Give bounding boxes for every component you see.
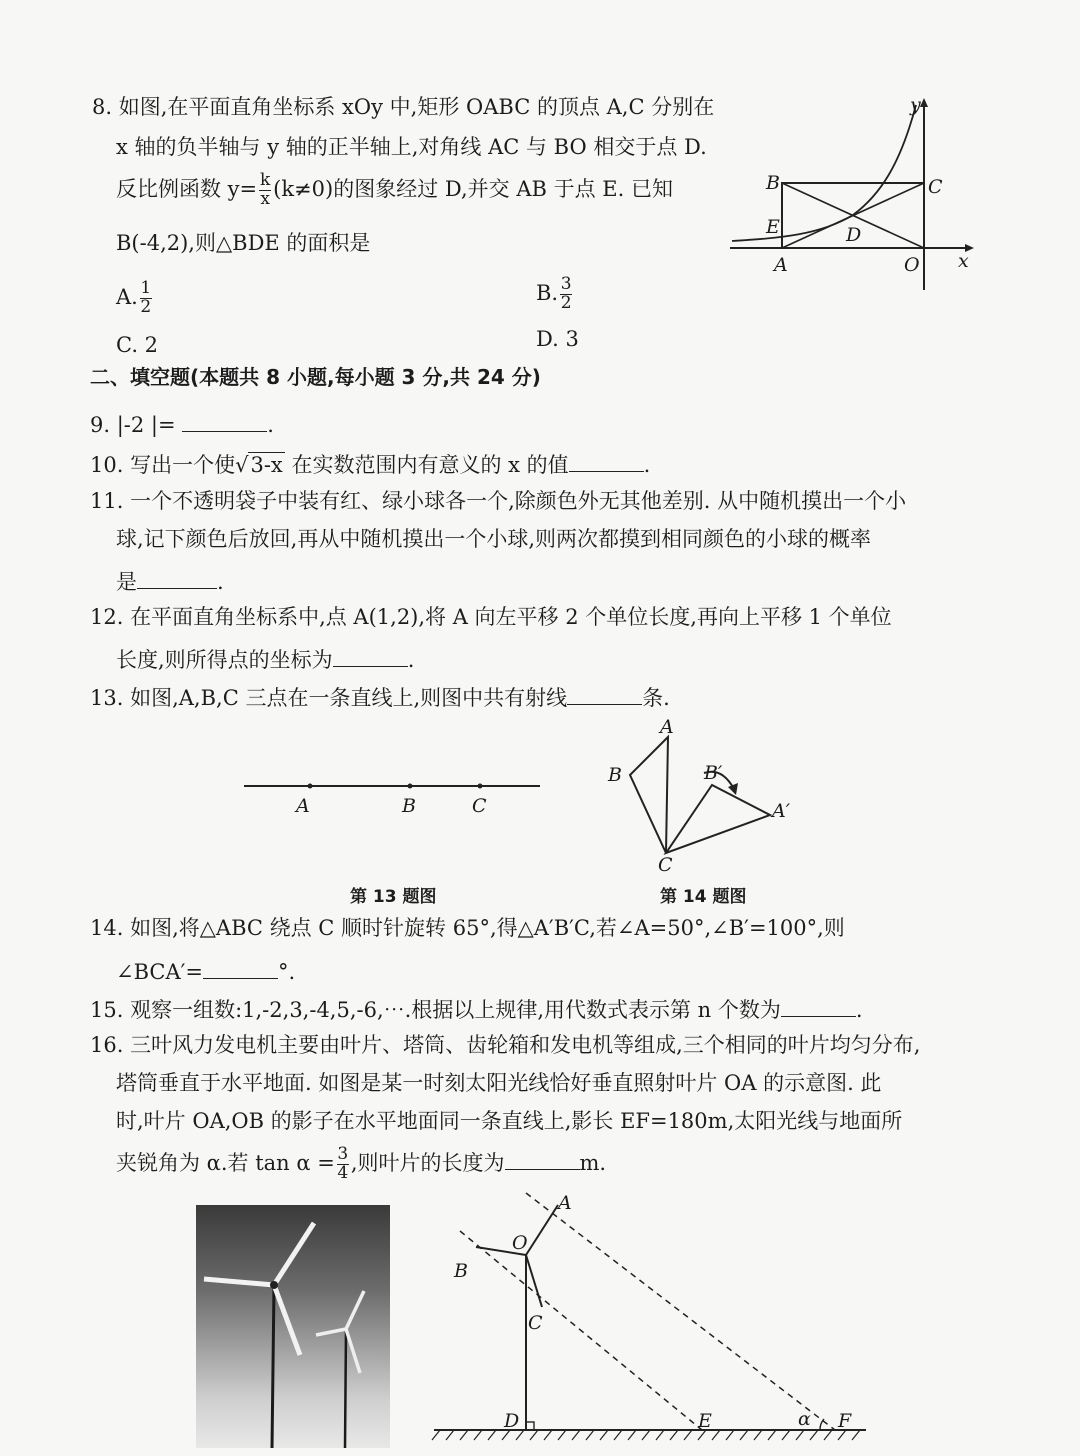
- q12-line-1: 12. 在平面直角坐标系中,点 A(1,2),将 A 向左平移 2 个单位长度,再向上平移 1 个单位: [90, 605, 892, 629]
- q16-label-e: E: [698, 1410, 712, 1432]
- q8-option-b-den: 2: [560, 292, 572, 313]
- angle-alpha-arc: [820, 1419, 824, 1430]
- q9-period: .: [267, 413, 274, 437]
- q8-option-a-num: 1: [140, 278, 152, 298]
- q8-line-3-post: (k≠0)的图象经过 D,并交 AB 于点 E. 已知: [273, 176, 673, 201]
- q16-label-c: C: [528, 1312, 543, 1334]
- q16-frac-den: 4: [337, 1162, 349, 1183]
- ground-hatching: [432, 1430, 860, 1440]
- q9: [90, 410, 274, 437]
- q13-caption: 第 13 题图: [350, 887, 437, 907]
- q12-line-2: [116, 645, 414, 672]
- q16-line-1: 16. 三叶风力发电机主要由叶片、塔筒、齿轮箱和发电机等组成,三个相同的叶片均匀分布,: [90, 1033, 921, 1057]
- blade-oa: [526, 1205, 558, 1255]
- q14-line-2-pre: ∠BCA′=: [116, 960, 204, 984]
- q8-line-1: 8. 如图,在平面直角坐标系 xOy 中,矩形 OABC 的顶点 A,C 分别在: [92, 95, 715, 119]
- q13-answer-blank[interactable]: [567, 683, 642, 705]
- hyperbola-curve: [732, 105, 916, 241]
- q8-fraction: [259, 172, 271, 209]
- q8-option-a-frac: [140, 280, 152, 317]
- q8-label-e: E: [766, 216, 780, 238]
- q8-label-b: B: [766, 172, 780, 194]
- q10: [90, 450, 650, 477]
- q8-option-a: [116, 280, 154, 317]
- q16-line-4-post: ,则叶片的长度为: [350, 1150, 505, 1175]
- q8-line-4: B(-4,2),则△BDE 的面积是: [116, 231, 371, 255]
- blade-oc: [526, 1255, 542, 1307]
- q15: [90, 995, 863, 1022]
- q13-text: 13. 如图,A,B,C 三点在一条直线上,则图中共有射线: [90, 686, 568, 710]
- sun-ray-through-b: [460, 1231, 702, 1430]
- point-c: [478, 784, 483, 789]
- q8-option-a-den: 2: [140, 296, 152, 317]
- q14-degree: °.: [278, 960, 296, 984]
- q15-answer-blank[interactable]: [781, 995, 856, 1017]
- q8-option-b: [536, 276, 574, 313]
- q8-label-d: D: [846, 224, 862, 246]
- q11-period: .: [217, 570, 224, 594]
- section-2-header: 二、填空题(本题共 8 小题,每小题 3 分,共 24 分): [90, 365, 541, 389]
- q8-option-b-label: B.: [536, 280, 559, 305]
- q12-line-2-pre: 长度,则所得点的坐标为: [116, 648, 333, 672]
- point-a: [308, 784, 313, 789]
- q16-line-4-pre: 夹锐角为 α.若 tan α =: [116, 1150, 335, 1175]
- q16-line-4: [116, 1146, 606, 1183]
- q14-label-a-prime: A′: [772, 800, 791, 822]
- q16-label-f: F: [838, 1410, 852, 1432]
- q14-answer-blank[interactable]: [203, 957, 278, 979]
- q16-unit: m.: [579, 1150, 607, 1175]
- q8-label-x: x: [958, 250, 969, 272]
- sun-ray-through-a: [526, 1193, 835, 1430]
- q13-text-post: 条.: [642, 686, 670, 710]
- q13: [90, 683, 670, 710]
- y-axis-arrow-icon: [920, 98, 928, 107]
- q8-option-c: C. 2: [116, 333, 159, 357]
- q16-fraction: [337, 1146, 349, 1183]
- q10-answer-blank[interactable]: [569, 450, 644, 472]
- q14-line-2: [116, 957, 295, 984]
- q9-answer-blank[interactable]: [182, 410, 267, 432]
- q14-label-a: A: [660, 716, 674, 738]
- point-b: [408, 784, 413, 789]
- q14-label-c: C: [658, 854, 673, 876]
- q15-period: .: [855, 998, 863, 1022]
- triangle-abc: [630, 737, 668, 853]
- q8-label-a: A: [774, 254, 788, 276]
- q11-line-3: [116, 567, 224, 594]
- q11-line-1: 11. 一个不透明袋子中装有红、绿小球各一个,除颜色外无其他差别. 从中随机摸出一个小: [90, 489, 907, 513]
- q11-line-2: 球,记下颜色后放回,再从中随机摸出一个小球,则两次都摸到相同颜色的小球的概率: [116, 527, 872, 551]
- q16-label-a: A: [558, 1192, 572, 1214]
- q14-figure: [600, 715, 820, 880]
- q8-line-3-pre: 反比例函数 y=: [116, 176, 258, 201]
- q14-label-b-prime: B′: [704, 762, 723, 784]
- q16-line-3: 时,叶片 OA,OB 的影子在水平地面同一条直线上,影长 EF=180m,太阳光线与地面所: [116, 1109, 903, 1133]
- q8-option-a-label: A.: [116, 284, 138, 309]
- q14-line-1: 14. 如图,将△ABC 绕点 C 顺时针旋转 65°,得△A′B′C,若∠A=50°,∠B′=100°,则: [90, 916, 845, 940]
- triangle-a2b2c: [666, 785, 770, 853]
- q16-figure: [430, 1185, 880, 1450]
- q16-label-b: B: [454, 1260, 468, 1282]
- q10-radicand: 3-x: [250, 453, 283, 477]
- q11-answer-blank[interactable]: [137, 567, 217, 589]
- q16-frac-num: 3: [337, 1144, 349, 1164]
- q8-label-c: C: [928, 176, 943, 198]
- q16-label-alpha: α: [798, 1408, 811, 1430]
- q9-text: 9. |-2 |=: [90, 413, 176, 437]
- q12-period: .: [407, 648, 415, 672]
- q13-figure: [240, 770, 550, 820]
- q8-option-b-num: 3: [560, 274, 572, 294]
- q16-line-2: 塔筒垂直于水平地面. 如图是某一时刻太阳光线恰好垂直照射叶片 OA 的示意图. 此: [116, 1071, 882, 1095]
- wind-turbine-silhouette: [196, 1205, 390, 1448]
- q11-line-3-pre: 是: [116, 570, 137, 594]
- q16-label-d: D: [504, 1410, 520, 1432]
- q8-option-b-frac: [560, 276, 572, 313]
- q8-line-3: [116, 172, 673, 209]
- q8-option-d: D. 3: [536, 327, 579, 351]
- q15-text: 15. 观察一组数:1,-2,3,-4,5,-6,⋯.根据以上规律,用代数式表示第 n 个数为: [90, 998, 781, 1022]
- q12-answer-blank[interactable]: [333, 645, 408, 667]
- q16-label-o: O: [512, 1232, 528, 1254]
- q10-text-pre: 10. 写出一个使: [90, 453, 236, 477]
- q8-line-2: x 轴的负半轴与 y 轴的正半轴上,对角线 AC 与 BO 相交于点 D.: [116, 135, 707, 159]
- q14-label-b: B: [608, 764, 622, 786]
- q10-text-mid: 在实数范围内有意义的 x 的值: [291, 453, 569, 477]
- q8-frac-den: x: [260, 188, 270, 209]
- q8-figure: [720, 95, 980, 295]
- right-angle-mark: [526, 1422, 534, 1430]
- q14-caption: 第 14 题图: [660, 887, 747, 907]
- wind-turbine-photo: [196, 1205, 390, 1448]
- q8-label-y: y: [910, 94, 921, 116]
- q13-label-c: C: [472, 795, 487, 817]
- q16-answer-blank[interactable]: [505, 1148, 580, 1170]
- sqrt-symbol: √: [235, 453, 249, 477]
- q8-label-o: O: [904, 254, 920, 276]
- q10-period: .: [643, 453, 651, 477]
- q13-label-a: A: [296, 795, 310, 817]
- q8-frac-num: k: [259, 170, 271, 190]
- q13-label-b: B: [402, 795, 416, 817]
